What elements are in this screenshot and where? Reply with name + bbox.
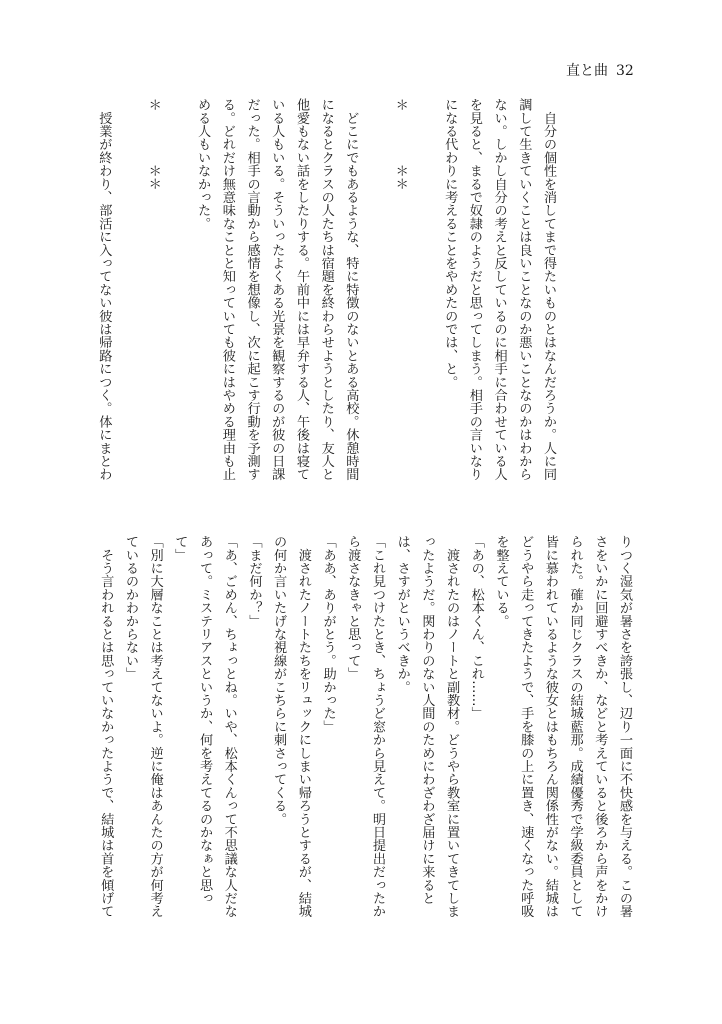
lower-text-block <box>92 535 636 935</box>
text-line: ているのかわからない」 <box>122 535 138 681</box>
running-title: 直と曲 <box>566 63 608 79</box>
text-line: の何か言いたげな視線がこちらに刺さってくる。 <box>271 535 287 826</box>
text-line: あって。ミステリアスというか、何を考えてるのかなぁと思っ <box>197 535 213 905</box>
text-line: 「別に大層なことは考えてないよ。逆に俺はあんたの方が何考え <box>147 535 163 918</box>
text-line: 渡されたノートたちをリュックにしまい帰ろうとするが、結城 <box>295 535 311 918</box>
text-line: める人もいなかった。 <box>195 98 211 230</box>
text-line: は、さすがというべきか。 <box>394 535 410 694</box>
upper-text-block <box>90 98 560 508</box>
text-line: 渡されたのはノートと副教材。どうやら教室に置いてきてしま <box>444 535 460 918</box>
page-number: 32 <box>616 63 634 79</box>
text-line: そう言われるとは思っていなかったようで、結城は首を傾げて <box>98 535 114 918</box>
text-line: 他愛もない話をしたりする。午前中には早弁する人、午後は寝て <box>293 98 309 481</box>
section-break: ＊ ＊＊ <box>145 98 161 191</box>
text-line: 自分の個性を消してまで得たいものとはなんだろうか。人に同 <box>541 98 556 481</box>
text-line: て」 <box>172 535 188 562</box>
text-line: られた。確か同じクラスの結城藍那。成績優秀で学級委員として <box>567 535 583 918</box>
text-line <box>412 98 437 508</box>
text-line: 皆に慕われているような彼女とはもちろん関係性がない。結城は <box>542 535 558 918</box>
text-line: になる代わりに考えることをやめたのでは、と。 <box>442 98 458 389</box>
text-line: になるとクラスの人たちは宿題を終わらせようとしたり、友人と <box>318 98 334 481</box>
text-line <box>165 98 190 508</box>
text-line: を見ると、まるで奴隷のようだと思ってしまう。相手の言いなり <box>466 98 482 481</box>
text-line: 「ああ、ありがとう。助かった」 <box>320 535 336 733</box>
text-line: ったようだ。関わりのない人間のためにわざわざ届けに来ると <box>419 535 435 905</box>
section-break: ＊ ＊＊ <box>392 98 408 191</box>
text-line: さをいかに回避すべきか、などと考えていると後ろから声をかけ <box>592 535 608 918</box>
text-line: どうやら走ってきたようで、手を膝の上に置き、速くなった呼吸 <box>518 535 534 918</box>
text-line: 「これ見つけたとき、ちょうど窓から見えて。明日提出だったか <box>369 535 385 918</box>
text-line: 調して生きていくことは良いことなのか悪いことなのかはわから <box>516 98 532 481</box>
text-line: ない。しかし自分の考えと反しているのに相手に合わせている人 <box>491 98 507 481</box>
text-line: 「まだ何か？」 <box>246 535 262 628</box>
text-line: いる人もいる。そういったよくある光景を観察するのが彼の日課 <box>269 98 285 481</box>
text-line: 授業が終わり、部活に入ってない彼は帰路につく。体にまとわ <box>96 98 112 481</box>
text-line <box>362 98 387 508</box>
text-line: だった。相手の言動から感情を想像し、次に起こす行動を予測す <box>244 98 260 481</box>
text-line: る。どれだけ無意味なことと知っていても彼にはやめる理由も止 <box>219 98 235 481</box>
text-line: を整えている。 <box>493 535 509 628</box>
text-line: どこにでもあるような、特に特徴のないとある高校。休憩時間 <box>343 98 359 481</box>
text-line: 「あ、ごめん、ちょっとね。いや、松本くんって不思議な人だな <box>221 535 237 918</box>
text-line: ら渡さなきゃと思って」 <box>345 535 361 681</box>
text-line: りつく湿気が暑さを誇張し、辺り一面に不快感を与える。この暑 <box>617 535 632 918</box>
text-line <box>115 98 140 508</box>
text-line: 「あの、松本くん、これ……」 <box>468 535 484 720</box>
page-header <box>566 60 634 80</box>
